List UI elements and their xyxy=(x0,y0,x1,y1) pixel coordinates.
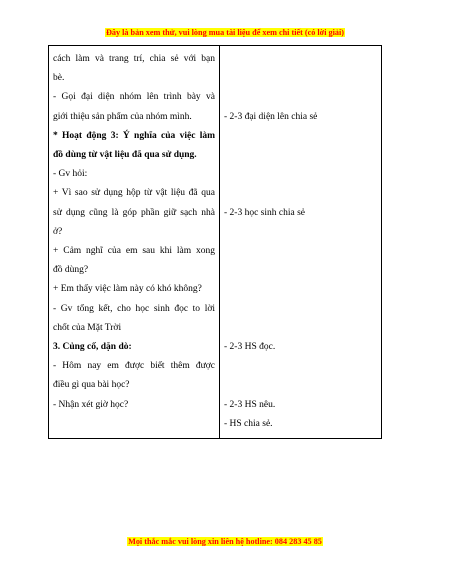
right-line xyxy=(224,165,377,184)
right-line xyxy=(224,88,377,107)
right-line: - HS chia sẻ. xyxy=(224,418,273,429)
hotline-text: Mọi thắc mắc vui lòng xin liên hệ hotline: 084 283 45 85 xyxy=(128,537,322,546)
lesson-plan-table xyxy=(48,45,382,439)
right-line xyxy=(224,223,377,242)
left-line: - Gọi đại diện nhóm lên trình bày và xyxy=(53,92,215,103)
right-line: - 2-3 HS nêu. xyxy=(224,399,276,410)
right-line xyxy=(224,280,377,299)
right-line xyxy=(224,319,377,338)
left-line: ở? xyxy=(53,226,63,237)
right-line xyxy=(224,184,377,203)
left-line: cách làm và trang trí, chia sẻ với bạn xyxy=(53,54,215,64)
right-line xyxy=(224,146,377,165)
left-line: + Cảm nghĩ của em sau khi làm xong xyxy=(53,246,215,257)
student-activities-cell xyxy=(220,46,382,439)
right-line xyxy=(224,242,377,261)
left-line: giới thiệu sản phẩm của nhóm mình. xyxy=(53,111,192,122)
left-line: chốt của Mặt Trời xyxy=(53,322,122,333)
left-line: điều gì qua bài học? xyxy=(53,380,130,391)
left-line: - Gv hỏi: xyxy=(53,169,88,180)
right-line: - 2-3 HS đọc. xyxy=(224,342,276,353)
right-line xyxy=(224,69,377,88)
hotline-banner xyxy=(0,536,450,547)
right-line xyxy=(224,376,377,395)
left-line: - Nhận xét giờ học? xyxy=(53,399,129,410)
activity-heading: * Hoạt động 3: Ý nghĩa của việc làm xyxy=(53,130,215,141)
left-line: bè. xyxy=(53,73,65,84)
right-line: - 2-3 đại diện lên chia sẻ xyxy=(224,111,318,122)
left-line: sử dụng cũng là góp phần giữ sạch nhà xyxy=(53,207,215,218)
left-line: - Gv tổng kết, cho học sinh đọc to lời xyxy=(53,303,215,314)
preview-notice-banner xyxy=(0,27,450,38)
left-line: - Hôm nay em được biết thêm được xyxy=(53,361,215,372)
right-line xyxy=(224,127,377,146)
activity-heading: đồ dùng từ vật liệu đã qua sử dụng. xyxy=(53,150,197,161)
right-line xyxy=(224,300,377,319)
preview-notice-text: Đây là bản xem thử, vui lòng mua tài liệu để xem chi tiết (có lời giải) xyxy=(105,28,344,37)
left-line: + Vì sao sử dụng hộp từ vật liệu đã qua xyxy=(53,188,215,199)
right-line: - 2-3 học sinh chia sẻ xyxy=(224,207,305,218)
right-line xyxy=(224,50,377,69)
right-line xyxy=(224,357,377,376)
table-row xyxy=(49,46,382,439)
left-line: + Em thấy việc làm này có khó không? xyxy=(53,284,202,295)
teacher-activities-cell xyxy=(49,46,220,439)
left-line: đồ dùng? xyxy=(53,265,89,276)
section-heading: 3. Củng cố, dặn dò: xyxy=(53,342,132,353)
right-line xyxy=(224,261,377,280)
